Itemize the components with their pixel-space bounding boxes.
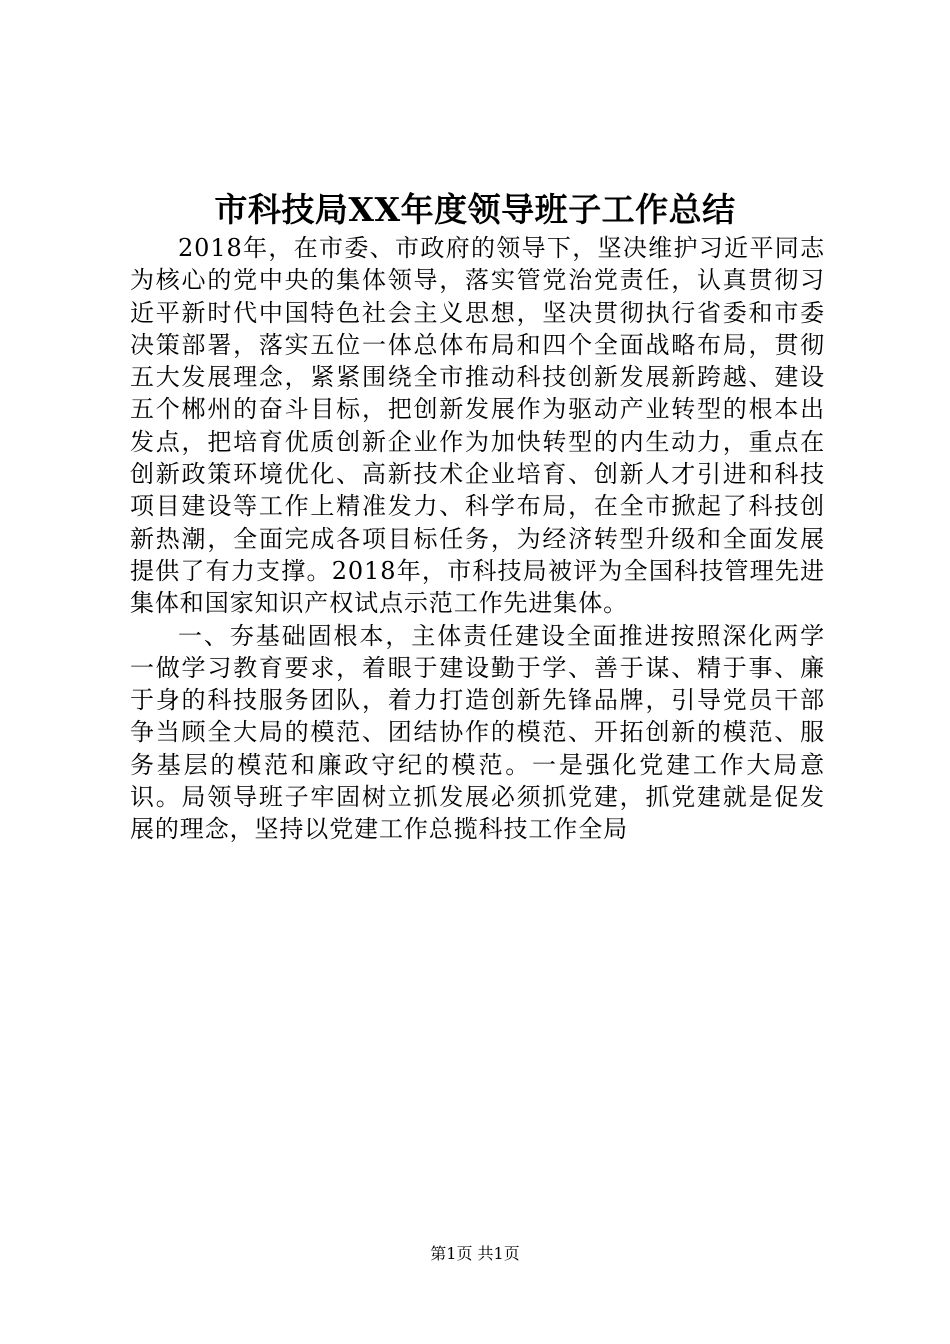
document-body [130, 232, 825, 846]
paragraph-section-one: 一、夯基础固根本，主体责任建设全面推进按照深化两学一做学习教育要求，着眼于建设勤于学、善于谋、精于事、廉于身的科技服务团队，着力打造创新先锋品牌，引导党员干部争当顾全大局的模范、团结协作的模范、开拓创新的模范、服务基层的模范和廉政守纪的模范。一是强化党建工作大局意识。局领导班子牢固树立抓发展必须抓党建，抓党建就是促发展的理念，坚持以党建工作总揽科技工作全局 [130, 621, 825, 844]
paragraph-intro: 2018年，在市委、市政府的领导下，坚决维护习近平同志为核心的党中央的集体领导，落实管党治党责任，认真贯彻习近平新时代中国特色社会主义思想，坚决贯彻执行省委和市委决策部署，落实五位一体总体布局和四个全面战略布局，贯彻五大发展理念，紧紧围绕全市推动科技创新发展新跨越、建设五个郴州的奋斗目标，把创新发展作为驱动产业转型的根本出发点，把培育优质创新企业作为加快转型的内生动力，重点在创新政策环境优化、高新技术企业培育、创新人才引进和科技项目建设等工作上精准发力、科学布局，在全市掀起了科技创新热潮，全面完成各项目标任务，为经济转型升级和全面发展提供了有力支撑。2018年，市科技局被评为全国科技管理先进集体和国家知识产权试点示范工作先进集体。 [130, 234, 825, 618]
page-footer: 第1页 共1页 [430, 1244, 520, 1263]
document-title: 市科技局XX年度领导班子工作总结 [214, 190, 736, 229]
